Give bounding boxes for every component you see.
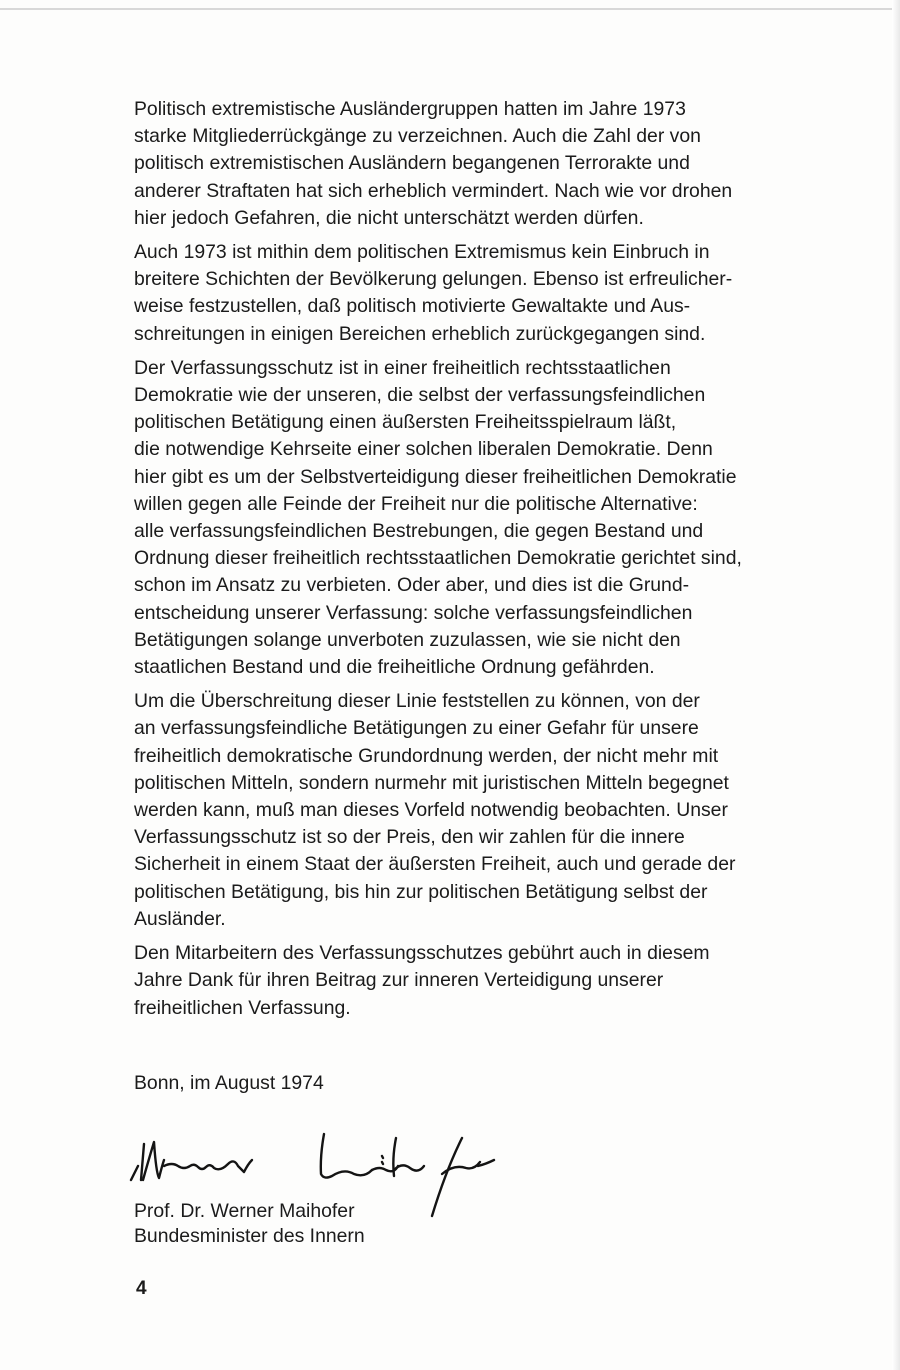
text-line: schon im Ansatz zu verbieten. Oder aber, und dies ist die Grund- bbox=[134, 574, 690, 597]
text-line: Verfassungsschutz ist so der Preis, den wir zahlen für die innere bbox=[134, 826, 685, 849]
text-line: staatlichen Bestand und die freiheitliche Ordnung gefährden. bbox=[134, 656, 655, 679]
page-right-edge bbox=[892, 0, 900, 1370]
signer-block bbox=[134, 1199, 365, 1249]
text-line: freiheitlich demokratische Grundordnung werden, der nicht mehr mit bbox=[134, 744, 719, 767]
text-line: Demokratie wie der unseren, die selbst der verfassungsfeindlichen bbox=[134, 384, 706, 407]
text-line: die notwendige Kehrseite einer solchen liberalen Demokratie. Denn bbox=[134, 438, 713, 461]
paragraph-1 bbox=[134, 96, 834, 232]
text-line: Ausländer. bbox=[134, 907, 226, 930]
text-line: Um die Überschreitung dieser Linie feststellen zu können, von der bbox=[134, 690, 700, 713]
text-line: Den Mitarbeitern des Verfassungsschutzes gebührt auch in diesem bbox=[134, 942, 710, 965]
text-line: politischen Betätigung, bis hin zur politischen Betätigung selbst der bbox=[134, 880, 708, 903]
text-line: freiheitlichen Verfassung. bbox=[134, 996, 351, 1019]
text-line: Politisch extremistische Ausländergruppen hatten im Jahre 1973 bbox=[134, 98, 686, 120]
paragraph-4 bbox=[134, 688, 834, 933]
page-number: 4 bbox=[136, 1278, 147, 1299]
text-line: starke Mitgliederrückgänge zu verzeichnen. Auch die Zahl der von bbox=[134, 125, 701, 148]
text-line: werden kann, muß man dieses Vorfeld notwendig beobachten. Unser bbox=[134, 799, 728, 822]
body-text bbox=[134, 96, 834, 1029]
text-line: weise festzustellen, daß politisch motivierte Gewaltakte und Aus- bbox=[134, 295, 691, 318]
text-line: Betätigungen solange unverboten zuzulassen, wie sie nicht den bbox=[134, 628, 681, 651]
signer-title: Bundesminister des Innern bbox=[134, 1225, 365, 1247]
text-line: politischen Betätigung einen äußersten Freiheitsspielraum läßt, bbox=[134, 411, 677, 434]
text-line: entscheidung unserer Verfassung: solche verfassungsfeindlichen bbox=[134, 601, 693, 624]
paragraph-5 bbox=[134, 940, 834, 1022]
text-line: an verfassungsfeindliche Betätigungen zu einer Gefahr für unsere bbox=[134, 717, 699, 740]
text-line: politisch extremistischen Ausländern begangenen Terrorakte und bbox=[134, 152, 690, 175]
page-top-edge bbox=[0, 8, 900, 10]
text-line: politischen Mitteln, sondern nurmehr mit juristischen Mitteln begegnet bbox=[134, 771, 729, 794]
text-line: Auch 1973 ist mithin dem politischen Extremismus kein Einbruch in bbox=[134, 241, 710, 264]
text-line: breitere Schichten der Bevölkerung gelungen. Ebenso ist erfreulicher- bbox=[134, 268, 733, 291]
text-line: hier gibt es um der Selbstverteidigung dieser freiheitlichen Demokratie bbox=[134, 465, 737, 488]
text-line: anderer Straftaten hat sich erheblich vermindert. Nach wie vor drohen bbox=[134, 179, 733, 202]
paragraph-3 bbox=[134, 355, 834, 681]
text-line: alle verfassungsfeindlichen Bestrebungen, die gegen Bestand und bbox=[134, 520, 704, 543]
place-and-date: Bonn, im August 1974 bbox=[134, 1072, 324, 1094]
paragraph-2 bbox=[134, 239, 834, 348]
text-line: schreitungen in einigen Bereichen erheblich zurückgegangen sind. bbox=[134, 322, 706, 345]
text-line: Ordnung dieser freiheitlich rechtsstaatlichen Demokratie gerichtet sind, bbox=[134, 547, 742, 570]
text-line: Jahre Dank für ihren Beitrag zur inneren Verteidigung unserer bbox=[134, 969, 664, 992]
text-line: willen gegen alle Feinde der Freiheit nur die politische Alternative: bbox=[134, 492, 698, 515]
text-line: Sicherheit in einem Staat der äußersten Freiheit, auch und gerade der bbox=[134, 853, 736, 876]
signer-name: Prof. Dr. Werner Maihofer bbox=[134, 1200, 355, 1222]
text-line: hier jedoch Gefahren, die nicht unterschätzt werden dürfen. bbox=[134, 206, 644, 229]
text-line: Der Verfassungsschutz ist in einer freiheitlich rechtsstaatlichen bbox=[134, 356, 671, 379]
